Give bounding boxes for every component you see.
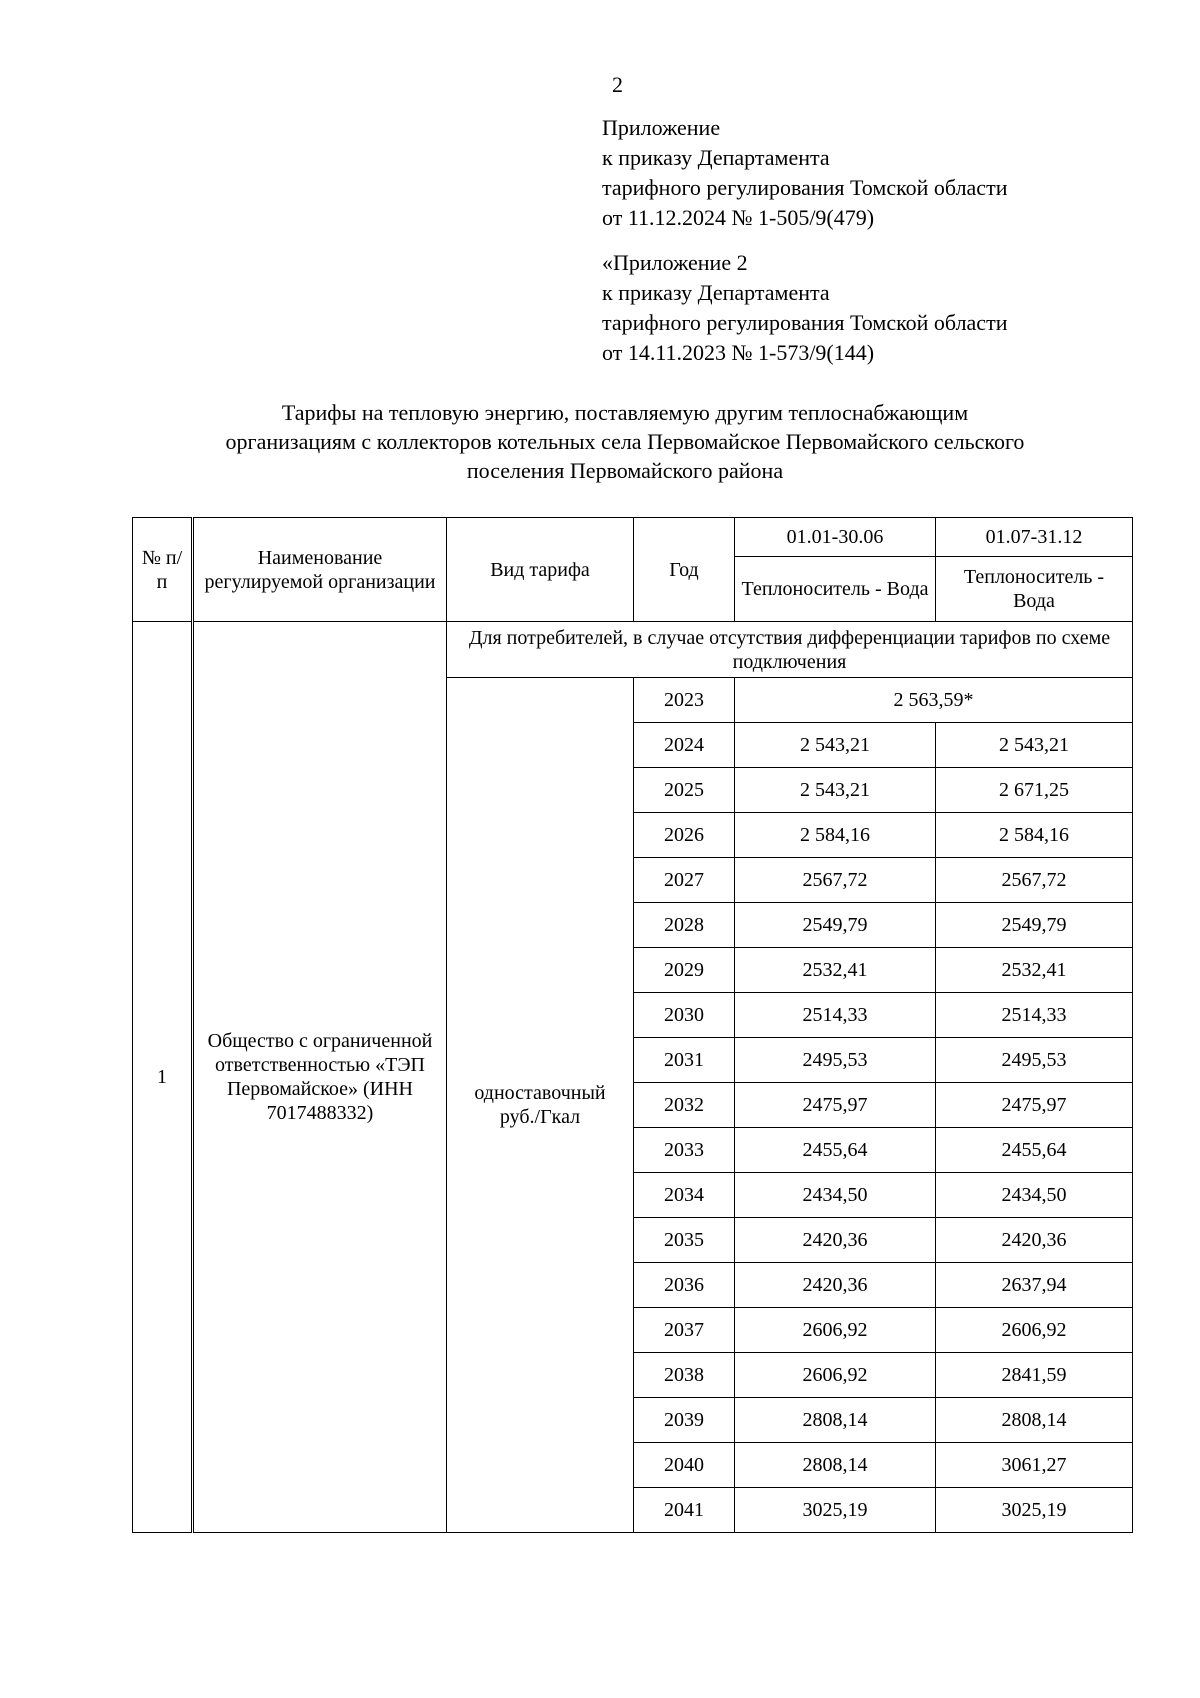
header-carrier-1: Теплоноситель - Вода	[735, 557, 936, 622]
year-cell: 2025	[634, 768, 735, 813]
tariff-value-h2: 2549,79	[936, 903, 1133, 948]
tariff-value-h2: 2841,59	[936, 1353, 1133, 1398]
tariff-value-h2: 3061,27	[936, 1443, 1133, 1488]
header-period-1: 01.01-30.06	[735, 518, 936, 557]
tariff-value-h2: 3025,19	[936, 1488, 1133, 1533]
tariff-table	[132, 517, 1133, 1533]
tariff-value-h1: 2495,53	[735, 1038, 936, 1083]
title-line: организациям с коллекторов котельных села Первомайское Первомайского сельского	[225, 429, 1025, 454]
year-cell: 2027	[634, 858, 735, 903]
tariff-value-h2: 2 543,21	[936, 723, 1133, 768]
tariff-value-h2: 2434,50	[936, 1173, 1133, 1218]
header-tariff-type: Вид тарифа	[447, 518, 634, 622]
header-num: № п/п	[133, 518, 193, 622]
tariff-value-h1: 2532,41	[735, 948, 936, 993]
tariff-value-h1: 2 543,21	[735, 768, 936, 813]
tariff-type: одноставочный руб./Гкал	[447, 678, 634, 1533]
year-cell: 2026	[634, 813, 735, 858]
year-cell: 2039	[634, 1398, 735, 1443]
year-cell: 2037	[634, 1308, 735, 1353]
year-cell: 2032	[634, 1083, 735, 1128]
tariff-value-h2: 2455,64	[936, 1128, 1133, 1173]
subheader: Для потребителей, в случае отсутствия дифференциации тарифов по схеме подключения	[447, 622, 1133, 678]
tariff-value-h2: 2495,53	[936, 1038, 1133, 1083]
year-cell: 2038	[634, 1353, 735, 1398]
year-cell: 2029	[634, 948, 735, 993]
tariff-value-h1: 2 584,16	[735, 813, 936, 858]
tariff-value-h2: 2514,33	[936, 993, 1133, 1038]
year-cell: 2033	[634, 1128, 735, 1173]
tariff-value-h1: 2434,50	[735, 1173, 936, 1218]
original-annex-header	[602, 248, 1007, 368]
tariff-value-h1: 2514,33	[735, 993, 936, 1038]
annex-line: от 14.11.2023 № 1-573/9(144)	[602, 340, 875, 365]
year-cell: 2035	[634, 1218, 735, 1263]
tariff-value-h2: 2567,72	[936, 858, 1133, 903]
tariff-value-h1: 2 543,21	[735, 723, 936, 768]
annex-line: «Приложение 2	[602, 250, 748, 275]
tariff-value-h1: 2808,14	[735, 1443, 936, 1488]
year-cell: 2036	[634, 1263, 735, 1308]
row-number: 1	[133, 622, 193, 1533]
annex-line: Приложение	[602, 115, 721, 140]
annex-line: к приказу Департамента	[602, 280, 830, 305]
tariff-value-h2: 2420,36	[936, 1218, 1133, 1263]
tariff-value-h1: 3025,19	[735, 1488, 936, 1533]
year-cell: 2041	[634, 1488, 735, 1533]
header-org: Наименование регулируемой организации	[193, 518, 447, 622]
annex-header	[602, 113, 1007, 233]
year-cell: 2030	[634, 993, 735, 1038]
tariff-value-h1: 2567,72	[735, 858, 936, 903]
tariff-value-h2: 2637,94	[936, 1263, 1133, 1308]
page-number: 2	[612, 72, 623, 97]
tariff-value-h1: 2606,92	[735, 1308, 936, 1353]
tariff-value-h1: 2808,14	[735, 1398, 936, 1443]
year-cell: 2028	[634, 903, 735, 948]
tariff-value-h1: 2455,64	[735, 1128, 936, 1173]
title-line: Тарифы на тепловую энергию, поставляемую другим теплоснабжающим	[281, 400, 969, 425]
tariff-value-h1: 2420,36	[735, 1218, 936, 1263]
annex-line: от 11.12.2024 № 1-505/9(479)	[602, 205, 875, 230]
organization-name: Общество с ограниченной ответственностью «ТЭП Первомайское» (ИНН 7017488332)	[193, 622, 447, 1533]
annex-line: к приказу Департамента	[602, 145, 830, 170]
tariff-value-h1: 2606,92	[735, 1353, 936, 1398]
tariff-value-h1: 2420,36	[735, 1263, 936, 1308]
header-carrier-2: Теплоноситель - Вода	[936, 557, 1133, 622]
year-cell: 2040	[634, 1443, 735, 1488]
header-period-2: 01.07-31.12	[936, 518, 1133, 557]
year-cell: 2034	[634, 1173, 735, 1218]
tariff-value-h2: 2808,14	[936, 1398, 1133, 1443]
title-line: поселения Первомайского района	[466, 458, 784, 483]
tariff-value-h2: 2532,41	[936, 948, 1133, 993]
tariff-value-h1: 2475,97	[735, 1083, 936, 1128]
document-title	[130, 398, 1120, 485]
year-cell: 2023	[634, 678, 735, 723]
tariff-value-h2: 2606,92	[936, 1308, 1133, 1353]
tariff-value-h1: 2549,79	[735, 903, 936, 948]
year-cell: 2024	[634, 723, 735, 768]
tariff-value-h2: 2 584,16	[936, 813, 1133, 858]
tariff-value-h2: 2 671,25	[936, 768, 1133, 813]
year-cell: 2031	[634, 1038, 735, 1083]
tariff-value-merged: 2 563,59*	[735, 678, 1133, 723]
annex-line: тарифного регулирования Томской области	[602, 310, 1008, 335]
tariff-value-h2: 2475,97	[936, 1083, 1133, 1128]
annex-line: тарифного регулирования Томской области	[602, 175, 1008, 200]
header-year: Год	[634, 518, 735, 622]
